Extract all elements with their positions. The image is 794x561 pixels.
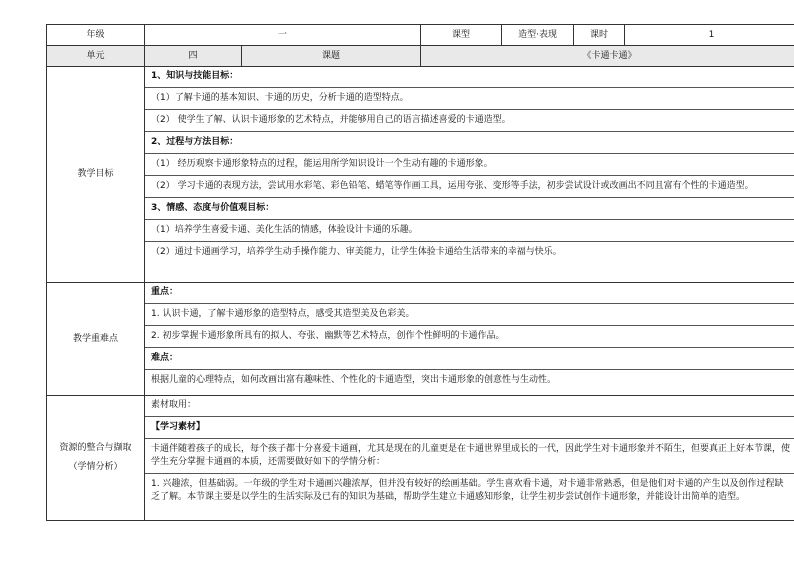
resources-label-line1: 资源的整合与撷取 [59, 443, 132, 453]
goals-content [145, 67, 794, 283]
resources-row [47, 396, 794, 521]
header-row [47, 25, 794, 46]
keys-row [47, 283, 794, 396]
keys-content [145, 283, 794, 396]
hours-label: 课时 [574, 25, 625, 46]
goal-item: （1） 经历观察卡通形象特点的过程，能运用所学知识设计一个生动有趣的卡通形象。 [151, 159, 493, 169]
goals-label: 教学目标 [47, 67, 145, 283]
goal-heading-1: 1、知识与技能目标： [151, 71, 239, 81]
unit-row [47, 46, 794, 67]
keys-label: 教学重难点 [47, 283, 145, 396]
topic-label: 课题 [242, 46, 421, 67]
hours-value: 1 [625, 25, 794, 46]
material-heading: 【学习素材】 [151, 422, 206, 432]
lesson-plan-table [46, 24, 794, 521]
goal-item: （1）培养学生喜爱卡通、美化生活的情感，体验设计卡通的乐趣。 [151, 225, 418, 235]
type-label: 课型 [421, 25, 502, 46]
key-point-item: 2. 初步掌握卡通形象所具有的拟人、夸张、幽默等艺术特点，创作个性鲜明的卡通作品。 [151, 331, 505, 341]
unit-label: 单元 [47, 46, 145, 67]
goal-heading-2: 2、过程与方法目标： [151, 137, 239, 147]
analysis-point: 1. 兴趣浓，但基础弱。一年级的学生对卡通画兴趣浓厚，但并没有较好的绘画基础。学生喜欢看卡通，对卡通非常熟悉，但是他们对卡通的产生以及创作过程缺乏了解。本节课主要是以学生的生活实际及已有的知识为基础，帮助学生建立卡通感知形象，让学生初步尝试创作卡通形象，并能设计出简单的造型。 [151, 479, 784, 502]
difficult-points-heading: 难点： [151, 353, 179, 363]
grade-value: 一 [145, 25, 421, 46]
key-points-heading: 重点： [151, 287, 179, 297]
goal-item: （1）了解卡通的基本知识、卡通的历史，分析卡通的造型特点。 [151, 93, 409, 103]
goal-item: （2） 使学生了解、认识卡通形象的艺术特点，并能够用自己的语言描述喜爱的卡通造型。 [151, 115, 511, 125]
goal-heading-3: 3、情感、态度与价值观目标： [151, 203, 275, 213]
type-value: 造型·表现 [502, 25, 574, 46]
topic-value: 《卡通卡通》 [421, 46, 794, 67]
difficult-point-item: 根据儿童的心理特点，如何改画出富有趣味性、个性化的卡通造型，突出卡通形象的创意性与生动性。 [151, 375, 557, 385]
resources-label-line2: （学情分析） [68, 462, 123, 472]
resources-label [47, 396, 145, 521]
resources-content [145, 396, 794, 521]
goals-row [47, 67, 794, 283]
material-intro: 素材取用： [151, 400, 197, 410]
goal-item: （2） 学习卡通的表现方法，尝试用水彩笔、彩色铅笔、蜡笔等作画工具，运用夸张、变形等手法，初步尝试设计或改画出不同且富有个性的卡通造型。 [151, 181, 754, 191]
key-point-item: 1. 认识卡通，了解卡通形象的造型特点，感受其造型美及色彩美。 [151, 309, 415, 319]
analysis-paragraph: 卡通伴随着孩子的成长，每个孩子都十分喜爱卡通画，尤其是现在的儿童更是在卡通世界里成长的一代，因此学生对卡通形象并不陌生，但要真正上好本节课，使学生充分掌握卡通画的本质，还需要做好如下的学情分析： [151, 444, 791, 467]
goal-item: （2）通过卡通画学习，培养学生动手操作能力、审美能力，让学生体验卡通给生活带来的幸福与快乐。 [151, 247, 562, 257]
grade-label: 年级 [47, 25, 145, 46]
unit-value: 四 [145, 46, 242, 67]
